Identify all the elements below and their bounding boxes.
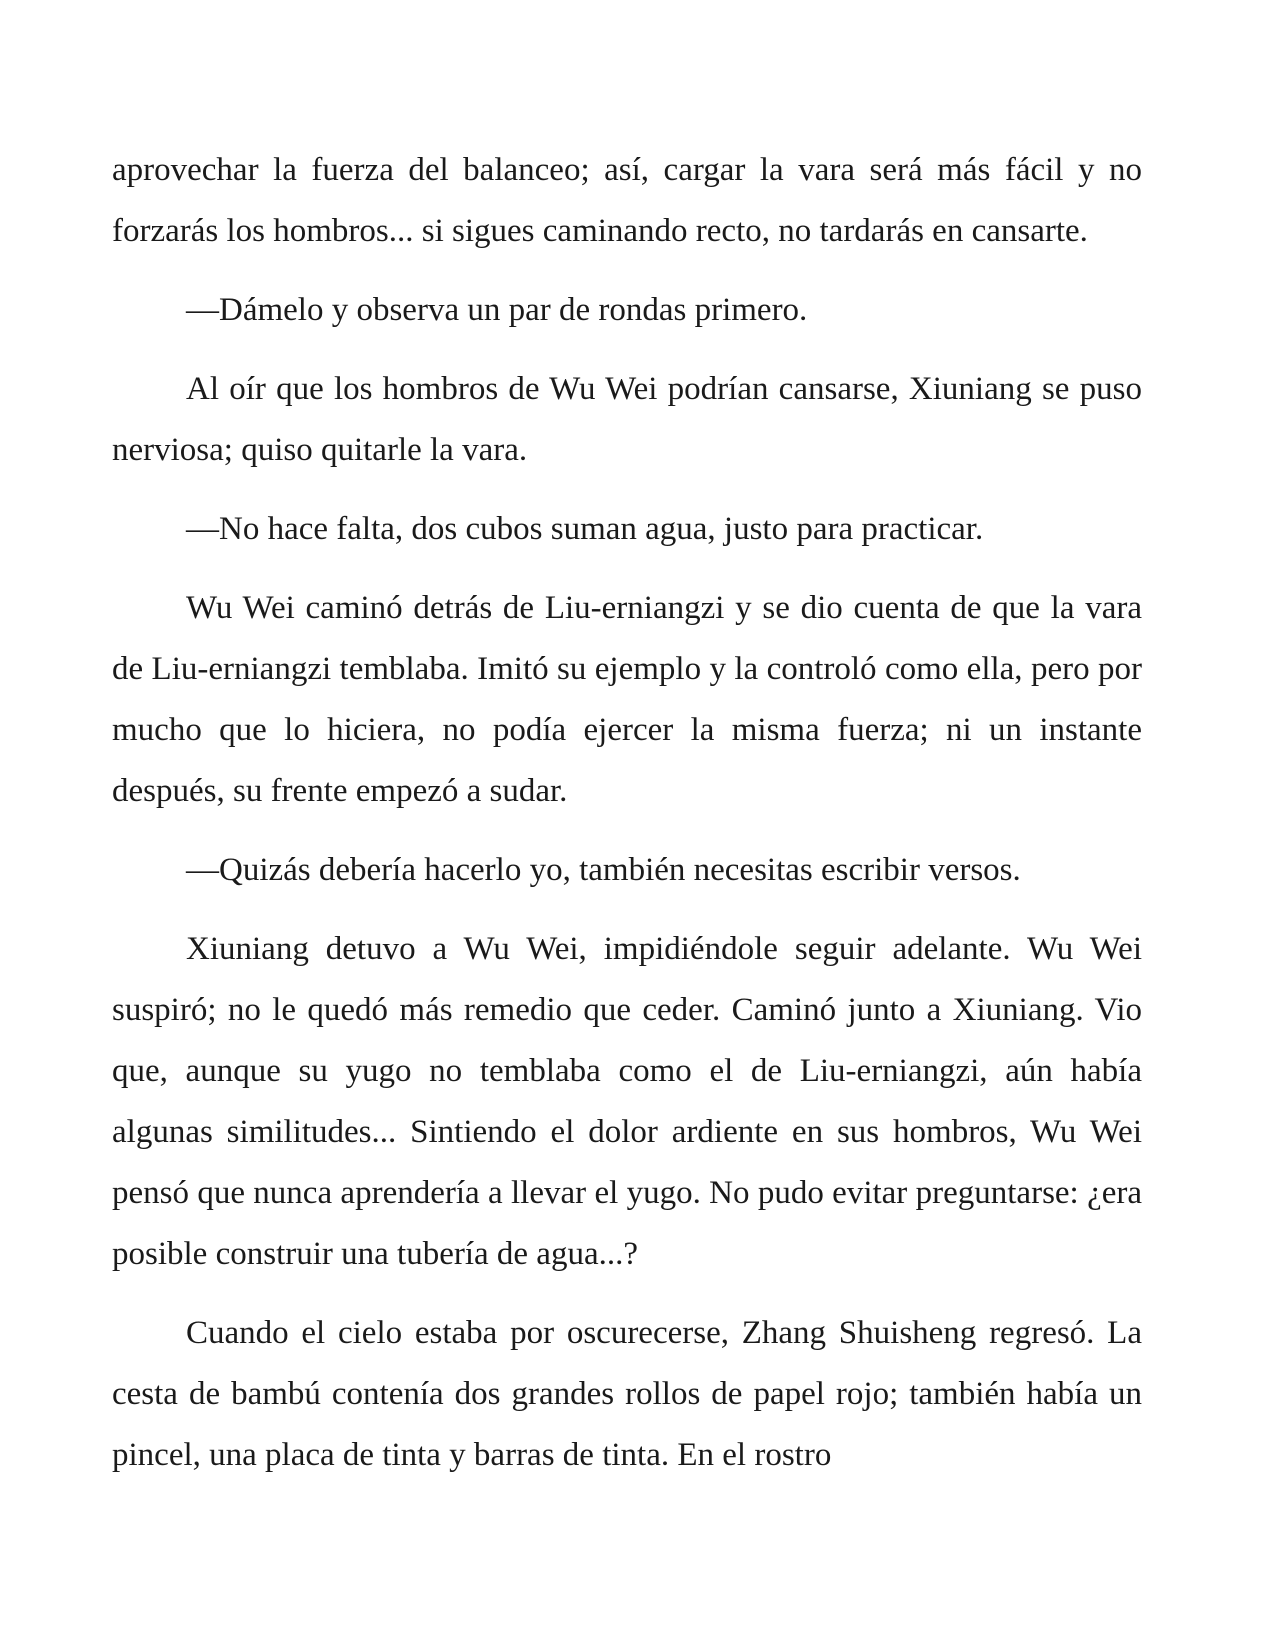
paragraph-continuation: aprovechar la fuerza del balanceo; así, cargar la vara será más fácil y no forzarás los hombros... si sigues caminando recto, no tardarás en cansarte.	[112, 152, 1142, 249]
paragraph-dialogue: —Quizás debería hacerlo yo, también necesitas escribir versos.	[186, 852, 1021, 888]
document-page	[112, 140, 1142, 1504]
paragraph: Cuando el cielo estaba por oscurecerse, Zhang Shuisheng regresó. La cesta de bambú contenía dos grandes rollos de papel rojo; también había un pincel, una placa de tinta y barras de tinta. En el rostro	[112, 1315, 1142, 1473]
paragraph-dialogue: —Dámelo y observa un par de rondas primero.	[186, 292, 808, 328]
paragraph-dialogue: —No hace falta, dos cubos suman agua, justo para practicar.	[186, 511, 984, 547]
paragraph: Al oír que los hombros de Wu Wei podrían cansarse, Xiuniang se puso nerviosa; quiso quitarle la vara.	[112, 371, 1142, 468]
paragraph: Xiuniang detuvo a Wu Wei, impidiéndole seguir adelante. Wu Wei suspiró; no le quedó más remedio que ceder. Caminó junto a Xiuniang. Vio que, aunque su yugo no temblaba como el de Liu-erniangzi, aún había algunas similitudes... Sintiendo el dolor ardiente en sus hombros, Wu Wei pensó que nunca aprendería a llevar el yugo. No pudo evitar preguntarse: ¿era posible construir una tubería de agua...?	[112, 931, 1142, 1272]
paragraph: Wu Wei caminó detrás de Liu-erniangzi y se dio cuenta de que la vara de Liu-erniangzi temblaba. Imitó su ejemplo y la controló como ella, pero por mucho que lo hiciera, no podía ejercer la misma fuerza; ni un instante después, su frente empezó a sudar.	[112, 590, 1142, 809]
